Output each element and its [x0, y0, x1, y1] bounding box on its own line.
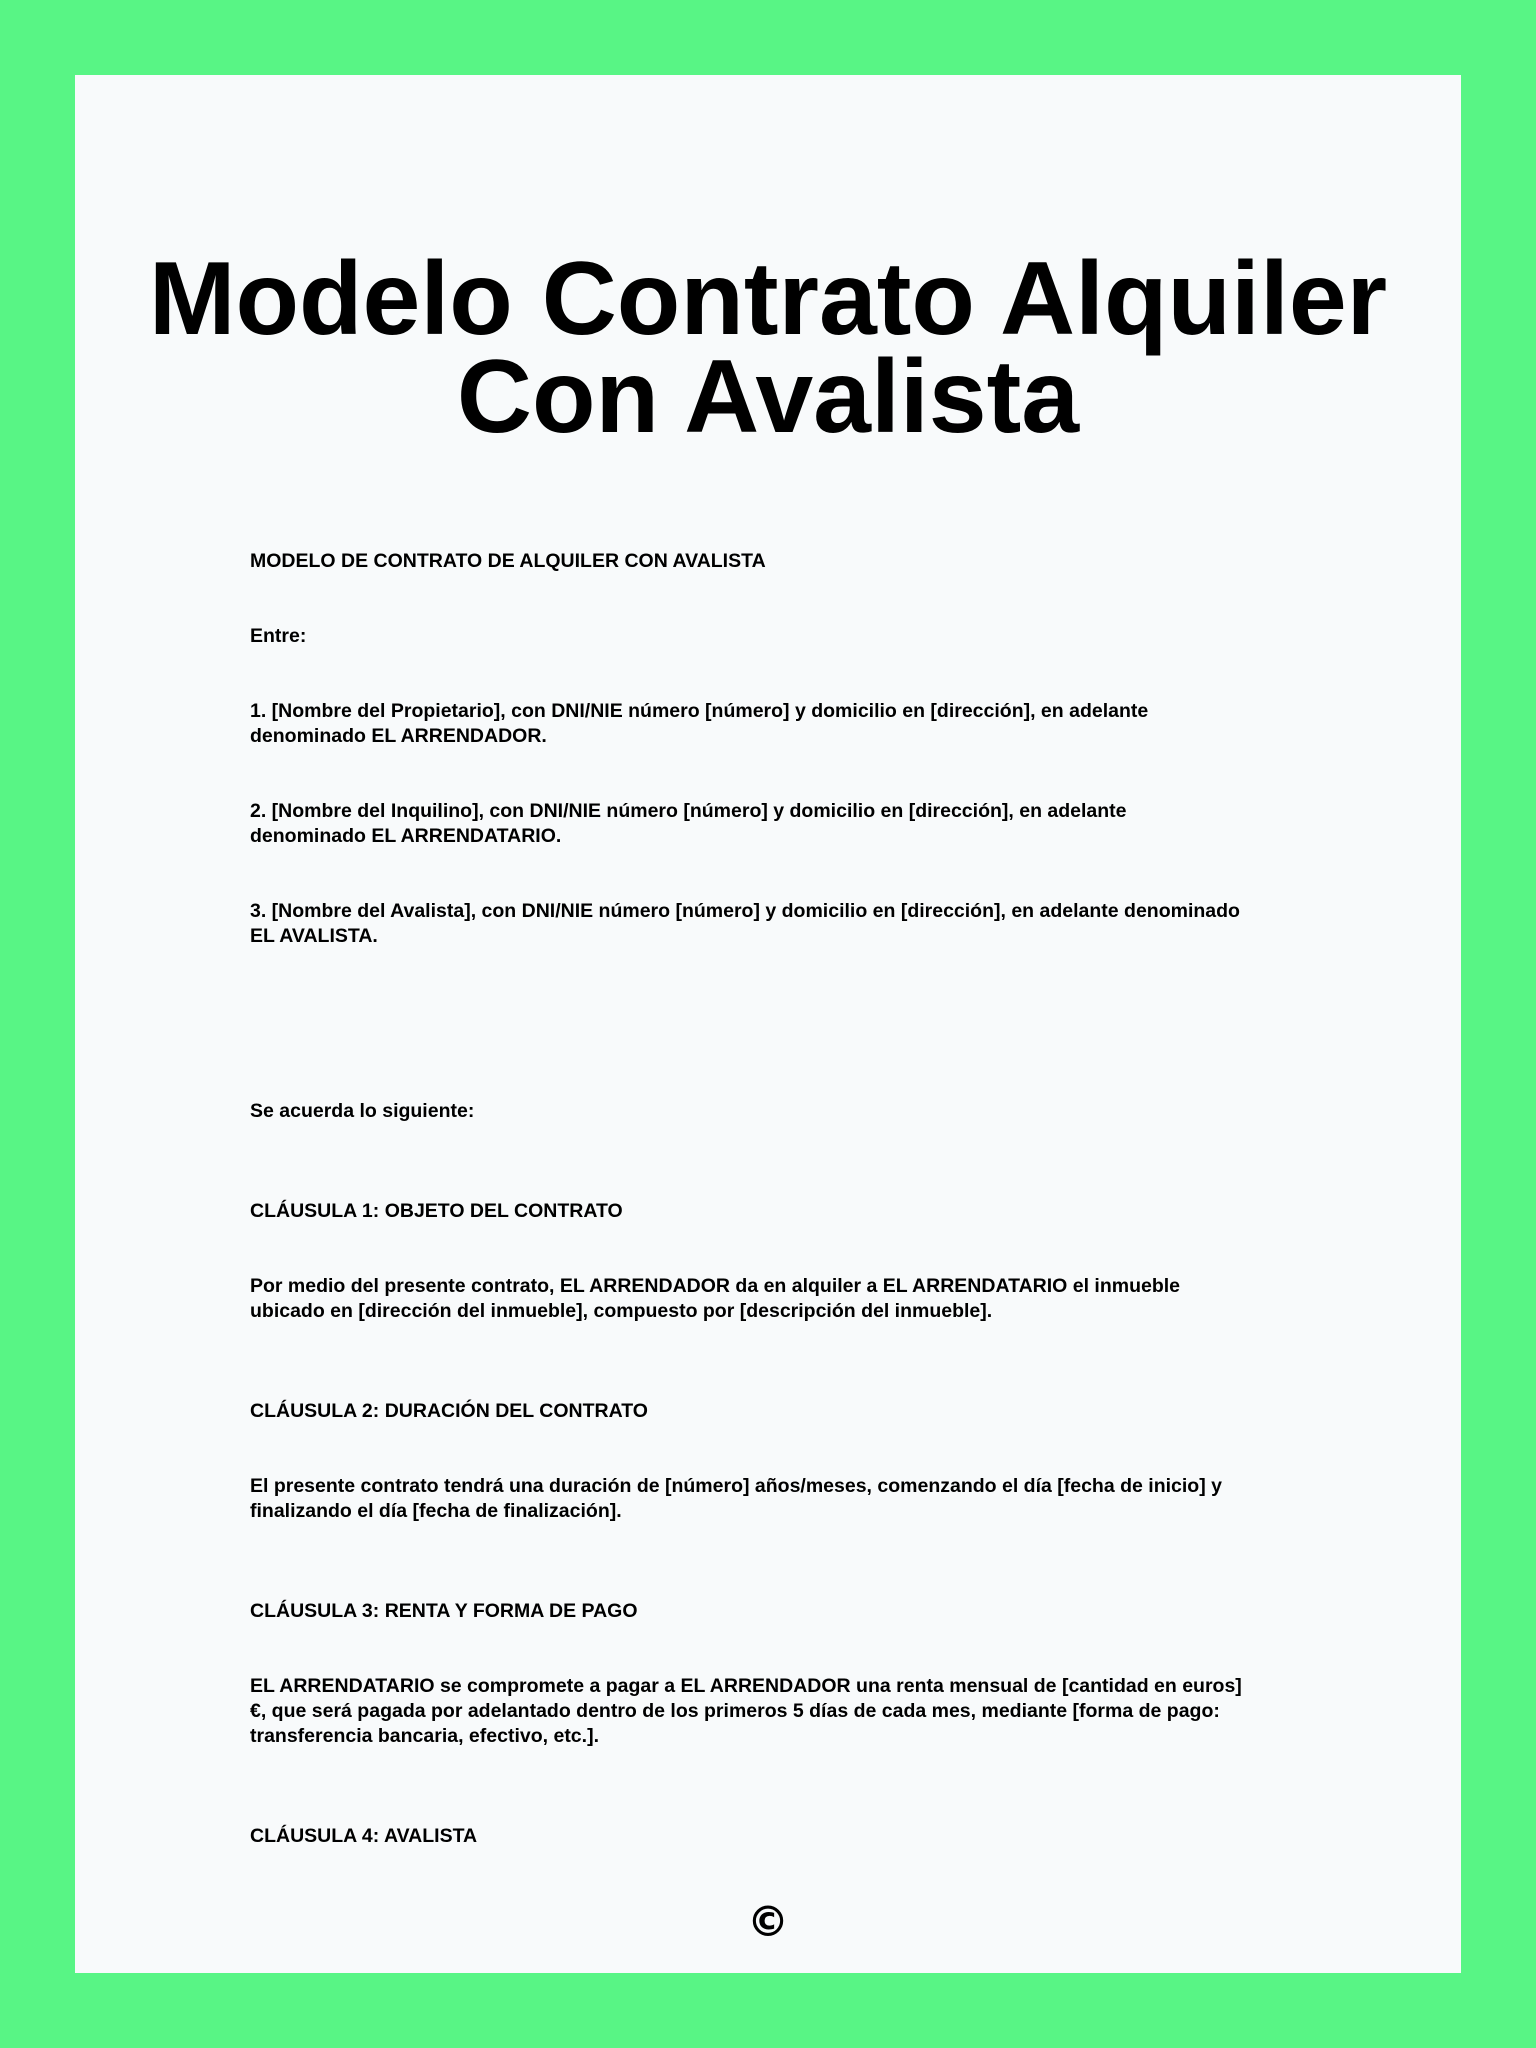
heading-contract: MODELO DE CONTRATO DE ALQUILER CON AVALISTA — [250, 550, 766, 572]
paragraph-party-1: 1. [Nombre del Propietario], con DNI/NIE número [número] y domicilio en [dirección], en adelante denominado EL ARRENDADOR. — [250, 700, 1149, 747]
clause-3-heading: CLÁUSULA 3: RENTA Y FORMA DE PAGO — [250, 1600, 638, 1622]
clause-4-heading: CLÁUSULA 4: AVALISTA — [250, 1825, 478, 1847]
document-page — [75, 75, 1461, 1973]
paragraph-agreement: Se acuerda lo siguiente: — [250, 1100, 475, 1122]
clause-1-heading: CLÁUSULA 1: OBJETO DEL CONTRATO — [250, 1200, 623, 1222]
clause-1-text: Por medio del presente contrato, EL ARRENDADOR da en alquiler a EL ARRENDATARIO el inmueble ubicado en [dirección del inmueble], compuesto por [descripción del inmueble]. — [250, 1275, 1181, 1322]
clause-2-heading: CLÁUSULA 2: DURACIÓN DEL CONTRATO — [250, 1400, 648, 1422]
paragraph-entre: Entre: — [250, 625, 307, 647]
clause-3-text: EL ARRENDATARIO se compromete a pagar a EL ARRENDADOR una renta mensual de [cantidad en euros] €, que será pagada por adelantado dentro de los primeros 5 días de cada mes, mediante [forma de pago: transferencia bancaria, efectivo, etc.]. — [250, 1675, 1242, 1747]
paragraph-party-2: 2. [Nombre del Inquilino], con DNI/NIE número [número] y domicilio en [dirección], en adelante denominado EL ARRENDATARIO. — [250, 800, 1127, 847]
clause-2-text: El presente contrato tendrá una duración de [número] años/meses, comenzando el día [fecha de inicio] y finalizando el día [fecha de finalización]. — [250, 1475, 1222, 1522]
paragraph-party-3: 3. [Nombre del Avalista], con DNI/NIE número [número] y domicilio en [dirección], en adelante denominado EL AVALISTA. — [250, 900, 1240, 947]
copyright-icon: © — [747, 1897, 789, 1946]
document-title: Modelo Contrato Alquiler Con Avalista — [148, 241, 1388, 455]
